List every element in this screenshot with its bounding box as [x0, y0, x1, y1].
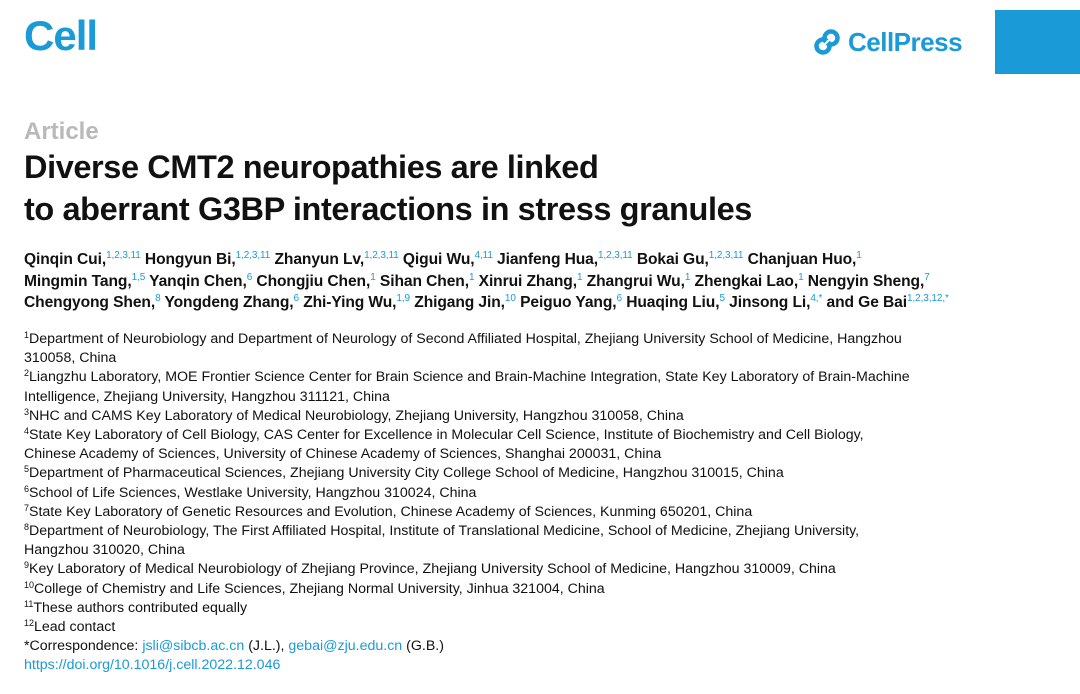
author-entry	[587, 273, 691, 290]
correspondence-asterisk: *	[24, 638, 30, 655]
affiliation-text: NHC and CAMS Key Laboratory of Medical Neurobiology, Zhejiang University, Hangzhou 310058, China	[29, 407, 684, 424]
author-name: Chanjuan Huo,	[747, 251, 857, 268]
publisher-name: CellPress	[848, 27, 963, 57]
author-name: Zhi-Ying Wu,	[303, 294, 397, 311]
title-line-2: to aberrant G3BP interactions in stress granules	[24, 191, 752, 227]
affiliation-line	[24, 580, 984, 599]
author-name: Jinsong Li,	[729, 294, 811, 311]
affiliation-marker[interactable]: 1,2,3,11	[598, 250, 633, 261]
affiliation-marker[interactable]: 1,2,3,11	[106, 250, 141, 261]
affiliation-line	[24, 407, 984, 426]
affiliation-marker[interactable]: 1,2,3,11	[235, 250, 271, 261]
affiliation-text: These authors contributed equally	[33, 599, 248, 616]
affiliation-text: College of Chemistry and Life Sciences, Zhejiang Normal University, Jinhua 321004, China	[34, 580, 605, 597]
affiliation-number: 4	[24, 426, 30, 437]
affiliation-marker[interactable]: 4,11	[474, 250, 493, 261]
author-entry	[637, 251, 744, 268]
affiliation-marker[interactable]: 1,2,3,11	[364, 250, 399, 261]
affiliation-marker[interactable]: 1,2,3,12,*	[906, 293, 949, 304]
affiliation-marker[interactable]: 7	[924, 271, 930, 283]
author-name: Zhangrui Wu,	[586, 272, 685, 290]
author-name: Zhengkai Lao,	[694, 272, 799, 290]
affiliation-marker[interactable]: 8	[155, 293, 161, 304]
affiliation-line	[24, 599, 984, 618]
author-entry	[274, 251, 398, 268]
affiliation-text: Intelligence, Zhejiang University, Hangzhou 311121, China	[24, 388, 390, 405]
affiliation-text: Liangzhu Laboratory, MOE Frontier Science Center for Brain Science and Brain-Machine Integration, State Key Laboratory of Brain-Machine	[29, 369, 910, 386]
author-entry	[145, 251, 270, 268]
email-link-jsli[interactable]: jsli@sibcb.ac.cn	[142, 638, 245, 655]
affiliation-line	[24, 368, 984, 387]
affiliation-line	[24, 541, 984, 560]
author-name: Qinqin Cui,	[24, 251, 107, 268]
author-entry	[24, 251, 141, 268]
title-line-1: Diverse CMT2 neuropathies are linked	[24, 149, 599, 185]
affiliation-marker[interactable]: 1	[576, 271, 583, 283]
affiliation-marker[interactable]: 6	[616, 293, 622, 304]
publisher-logo	[812, 26, 962, 58]
author-entry	[24, 273, 145, 290]
affiliation-line	[24, 618, 984, 637]
affiliation-text: Department of Neurobiology, The First Affiliated Hospital, Institute of Translational Medicine, School of Medicine, Zhejiang University,	[29, 523, 860, 540]
author-name: Chongjiu Chen,	[256, 272, 371, 290]
author-name: Hongyun Bi,	[144, 251, 236, 268]
affiliation-marker[interactable]: 4,*	[810, 293, 823, 304]
article-title	[24, 146, 924, 230]
affiliation-number: 8	[24, 522, 30, 533]
affiliation-text: Department of Pharmaceutical Sciences, Zhejiang University City College School of Medicine, Hangzhou 310015, China	[29, 465, 784, 482]
affiliation-line	[24, 426, 984, 445]
author-entry	[380, 273, 474, 290]
affiliation-line	[24, 560, 984, 579]
affiliation-marker[interactable]: 10	[504, 293, 516, 304]
affiliation-number: 6	[24, 483, 30, 494]
author-entry	[497, 251, 633, 268]
affiliation-marker[interactable]: 6	[246, 271, 253, 283]
author-entry	[303, 294, 410, 311]
affiliation-text: State Key Laboratory of Cell Biology, CAS Center for Excellence in Molecular Cell Science, Institute of Biochemistry and Cell Biology,	[29, 427, 864, 444]
author-name: Qigui Wu,	[402, 251, 475, 268]
affiliation-line	[24, 522, 984, 541]
affiliation-line	[24, 464, 984, 483]
affiliation-line	[24, 445, 984, 464]
affiliation-number: 11	[24, 598, 34, 609]
affiliation-marker[interactable]: 1,2,3,11	[708, 250, 744, 261]
correspondence-label: Correspondence:	[29, 638, 143, 655]
affiliation-marker[interactable]: 1	[468, 271, 475, 283]
affiliation-text: Department of Neurobiology and Department of Neurology of Second Affiliated Hospital, Zhejiang University School of Medicine, Hangzhou	[29, 331, 902, 347]
affiliation-number: 1	[24, 330, 30, 340]
affiliation-text: State Key Laboratory of Genetic Resources and Evolution, Chinese Academy of Sciences, Kunming 650201, China	[29, 503, 753, 520]
correspondence-initials: (J.L.),	[244, 638, 289, 655]
header-color-block	[995, 10, 1080, 74]
affiliation-line	[24, 330, 984, 349]
author-entry	[479, 273, 583, 290]
affiliation-line	[24, 388, 984, 407]
doi-link[interactable]: https://doi.org/10.1016/j.cell.2022.12.046	[24, 657, 281, 674]
author-entry	[403, 251, 493, 268]
author-name: and Ge Bai	[826, 294, 907, 311]
author-entry	[695, 273, 804, 290]
author-name: Zhigang Jin,	[414, 294, 505, 311]
affiliation-line	[24, 503, 984, 522]
affiliation-text: School of Life Sciences, Westlake University, Hangzhou 310024, China	[29, 484, 477, 501]
author-entry	[748, 251, 862, 268]
affiliation-list	[24, 330, 984, 676]
author-name: Bokai Gu,	[636, 251, 709, 268]
affiliation-text: Hangzhou 310020, China	[24, 542, 185, 559]
affiliation-number: 9	[24, 560, 30, 571]
affiliation-number: 7	[24, 502, 30, 513]
affiliation-number: 5	[24, 464, 30, 475]
author-entry	[520, 294, 622, 311]
affiliation-marker[interactable]: 1,9	[396, 293, 411, 304]
author-name: Peiguo Yang,	[520, 294, 617, 311]
author-entry	[164, 294, 298, 311]
author-name: Chengyong Shen,	[24, 294, 156, 311]
author-entry	[729, 294, 822, 311]
author-entry	[256, 273, 375, 290]
affiliation-number: 12	[24, 618, 35, 629]
author-list	[24, 249, 984, 314]
author-name: Nengyin Sheng,	[807, 272, 925, 290]
affiliation-marker[interactable]: 6	[293, 293, 299, 304]
author-name: Sihan Chen,	[379, 272, 469, 290]
correspondence-initials: (G.B.)	[402, 638, 444, 655]
author-entry	[827, 294, 949, 311]
correspondence-line	[24, 637, 984, 656]
author-entry	[149, 273, 252, 290]
affiliation-line	[24, 484, 984, 503]
affiliation-marker[interactable]: 1	[370, 271, 376, 283]
article-type-label: Article	[24, 118, 99, 145]
affiliation-text: Lead contact	[34, 619, 116, 636]
affiliation-marker[interactable]: 5	[719, 293, 725, 304]
affiliation-marker[interactable]: 1	[856, 250, 862, 261]
affiliation-number: 3	[24, 406, 30, 417]
author-entry	[626, 294, 725, 311]
journal-logo: Cell	[24, 12, 98, 59]
affiliation-number: 10	[24, 579, 35, 590]
affiliation-number: 2	[24, 368, 30, 379]
author-name: Zhanyun Lv,	[274, 251, 365, 268]
affiliation-text: 310058, China	[24, 350, 117, 367]
affiliation-line	[24, 349, 984, 368]
author-name: Jianfeng Hua,	[497, 251, 598, 268]
affiliation-marker[interactable]: 1	[684, 271, 691, 283]
affiliation-marker[interactable]: 1,5	[131, 271, 146, 283]
author-entry	[24, 294, 161, 311]
affiliation-marker[interactable]: 1	[798, 271, 804, 283]
author-name: Mingmin Tang,	[24, 272, 132, 290]
affiliation-text: Chinese Academy of Sciences, University of Chinese Academy of Sciences, Shanghai 200031, China	[24, 446, 662, 463]
author-name: Xinrui Zhang,	[478, 272, 577, 290]
affiliation-text: Key Laboratory of Medical Neurobiology of Zhejiang Province, Zhejiang University School of Medicine, Hangzhou 310009, China	[29, 561, 836, 578]
email-link-gebai[interactable]: gebai@zju.edu.cn	[288, 638, 403, 655]
author-name: Yanqin Chen,	[149, 272, 247, 290]
author-name: Huaqing Liu,	[626, 294, 720, 311]
author-entry	[414, 294, 516, 311]
author-entry	[808, 273, 930, 290]
cellpress-logo-icon	[812, 27, 842, 57]
author-name: Yongdeng Zhang,	[164, 294, 294, 311]
